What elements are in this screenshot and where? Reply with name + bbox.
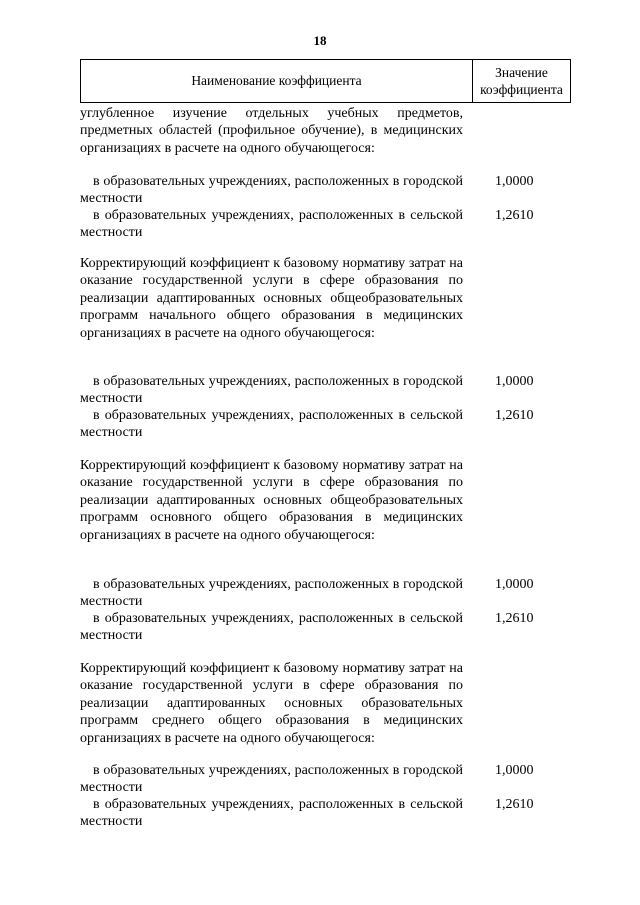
row-value-urban: 1,0000 xyxy=(495,577,534,592)
page-number: 18 xyxy=(313,33,327,48)
row-value-rural: 1,2610 xyxy=(495,408,534,423)
row-value-urban: 1,0000 xyxy=(495,763,534,778)
coefficient-intro: Корректирующий коэффициент к базовому нормативу затрат на оказание государственной услуги в сфере образования по реализации адаптированных основных общеобразовательных программ начального общего образования в медицинских организациях в расчете на одного обучающегося: xyxy=(80,256,463,341)
row-value-urban: 1,0000 xyxy=(495,374,534,389)
row-label-urban: в образовательных учреждениях, расположенных в городской местности xyxy=(80,763,463,796)
row-label-urban: в образовательных учреждениях, расположенных в городской местности xyxy=(80,174,463,207)
row-value-rural: 1,2610 xyxy=(495,611,534,626)
column-header-name: Наименование коэффициента xyxy=(81,60,473,102)
coefficient-intro: Корректирующий коэффициент к базовому нормативу затрат на оказание государственной услуги в сфере образования по реализации адаптированных основных образовательных программ среднего общего образования в медицинских организациях в расчете на одного обучающегося: xyxy=(80,661,463,746)
row-label-rural: в образовательных учреждениях, расположенных в сельской местности xyxy=(80,408,463,441)
row-value-rural: 1,2610 xyxy=(495,797,534,812)
coefficient-intro: углубленное изучение отдельных учебных предметов, предметных областей (профильное обучение), в медицинских организациях в расчете на одного обучающегося: xyxy=(80,106,463,156)
row-value-rural: 1,2610 xyxy=(495,208,534,223)
row-label-rural: в образовательных учреждениях, расположенных в сельской местности xyxy=(80,797,463,830)
row-label-rural: в образовательных учреждениях, расположенных в сельской местности xyxy=(80,611,463,644)
row-label-rural: в образовательных учреждениях, расположенных в сельской местности xyxy=(80,208,463,241)
column-header-value-line2: коэффициента xyxy=(480,82,563,97)
coefficient-intro: Корректирующий коэффициент к базовому нормативу затрат на оказание государственной услуги в сфере образования по реализации адаптированных основных общеобразовательных программ основного общего образования в медицинских организациях в расчете на одного обучающегося: xyxy=(80,458,463,543)
table-header xyxy=(80,59,571,103)
row-label-urban: в образовательных учреждениях, расположенных в городской местности xyxy=(80,374,463,407)
column-header-value xyxy=(473,60,570,102)
row-label-urban: в образовательных учреждениях, расположенных в городской местности xyxy=(80,577,463,610)
row-value-urban: 1,0000 xyxy=(495,174,534,189)
column-header-value-line1: Значение xyxy=(495,65,548,80)
